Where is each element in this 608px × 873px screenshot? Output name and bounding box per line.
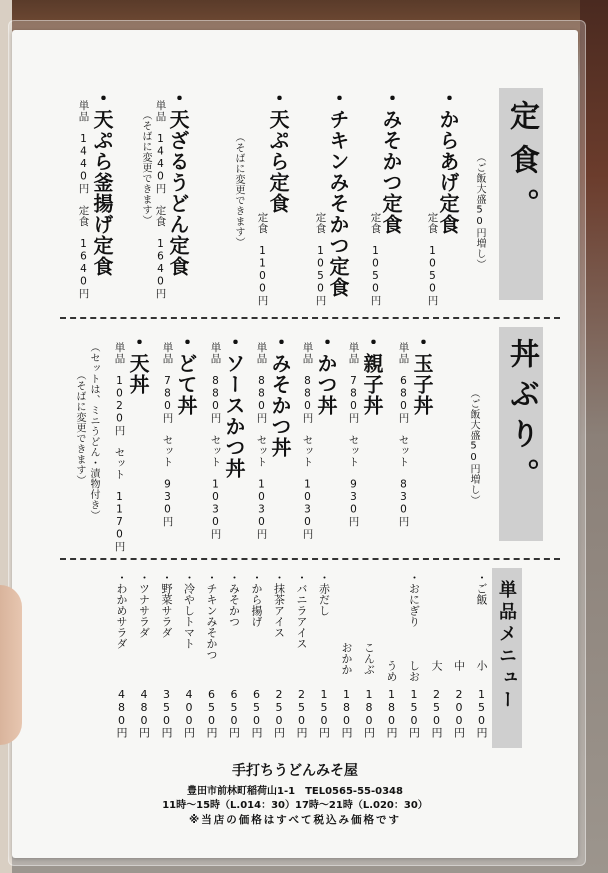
donburi-rice-note: （ご飯大盛50円増し） (468, 388, 479, 506)
shop-name: 手打ちうどんみそ屋 (232, 763, 358, 779)
tanpin-item-name: ・わかめサラダ (115, 572, 128, 649)
donburi-item-tamago: ・玉子丼 (410, 332, 434, 416)
tanpin-item-name: ・バニラアイス (295, 572, 308, 649)
donburi-price-katsu: 単品 880円 セット 1030円 (301, 342, 314, 540)
tanpin-heading: 単品メニュー (496, 580, 517, 712)
tax-note: ※当店の価格はすべて税込み価格です (189, 814, 401, 826)
tanpin-item-name: ・みそかつ (227, 572, 241, 627)
tanpin-item-variant: おかか (340, 642, 353, 675)
tanpin-item-price: 400円 (182, 688, 196, 738)
teishoku-price-misokatsu: 定食 1050円 (369, 212, 382, 306)
teishoku-heading: 定食。 (504, 100, 539, 232)
tanpin-item-name: ・チキンみそかつ (205, 572, 218, 660)
teishoku-item-chicken-misokatsu: ・チキンみそかつ定食 (326, 88, 350, 298)
tanpin-item-price: 480円 (115, 688, 128, 738)
tanpin-item-price: 480円 (137, 688, 151, 738)
tanpin-item-name: ・ご飯 (475, 572, 488, 605)
teishoku-rice-note: （ご飯大盛50円増し） (474, 152, 485, 270)
tanpin-item-price: 650円 (205, 688, 218, 738)
section-divider-1 (60, 317, 560, 319)
donburi-heading: 丼ぶり。 (504, 338, 539, 498)
tanpin-item-variant: うめ (385, 660, 398, 682)
tanpin-item-price: 180円 (385, 688, 398, 738)
donburi-set-note-soba: （そばに変更できます） (74, 370, 85, 486)
donburi-price-ten: 単品 1020円 セット 1170円 (113, 342, 126, 552)
tanpin-item-price: 180円 (362, 688, 376, 738)
teishoku-price-karaage: 定食 1050円 (426, 212, 439, 306)
donburi-price-oyako: 単品 780円 セット 930円 (347, 342, 360, 527)
donburi-item-katsu: ・かつ丼 (314, 332, 338, 416)
tanpin-item-price: 350円 (160, 688, 173, 738)
tanpin-item-price: 150円 (475, 688, 488, 738)
donburi-item-misokatsu: ・みそかつ丼 (268, 332, 292, 458)
tanpin-item-name: ・おにぎり (407, 572, 421, 627)
teishoku-note-tempura: （そばに変更できます） (233, 132, 244, 248)
tanpin-item-name: ・赤だし (317, 572, 331, 616)
tanpin-item-variant: しお (407, 660, 421, 682)
teishoku-item-karaage: ・からあげ定食 (436, 88, 460, 235)
teishoku-note-tenzaru-udon: （そばに変更できます） (140, 110, 151, 226)
teishoku-price-tempura: 定食 1100円 (256, 212, 269, 306)
tanpin-item-price: 650円 (227, 688, 241, 738)
tanpin-item-variant: こんぶ (362, 642, 376, 675)
tanpin-item-name: ・抹茶アイス (272, 572, 286, 638)
tanpin-item-price: 150円 (407, 688, 421, 738)
thumb (0, 585, 22, 745)
teishoku-item-misokatsu: ・みそかつ定食 (379, 88, 403, 235)
tanpin-item-price: 180円 (340, 688, 353, 738)
donburi-price-sauce-katsu: 単品 880円 セット 1030円 (209, 342, 222, 540)
donburi-item-sauce-katsu: ・ソースかつ丼 (222, 332, 246, 479)
donburi-price-misokatsu: 単品 880円 セット 1030円 (255, 342, 268, 540)
tanpin-item-name: ・から揚げ (250, 572, 263, 627)
menu-sheet (12, 30, 578, 858)
tanpin-item-price: 250円 (272, 688, 286, 738)
tanpin-item-variant: 小 (475, 660, 488, 671)
teishoku-price-chicken-misokatsu: 定食 1050円 (314, 212, 327, 306)
tanpin-item-name: ・野菜サラダ (160, 572, 173, 638)
tanpin-item-price: 650円 (250, 688, 263, 738)
donburi-item-dote: ・どて丼 (174, 332, 198, 416)
shop-address: 豊田市前林町稲荷山1-1 TEL0565-55-0348 (187, 786, 403, 797)
donburi-set-note: （セットは、ミニうどん・漬物付き） (88, 342, 99, 521)
donburi-item-ten: ・天丼 (126, 332, 150, 395)
tanpin-item-name: ・ツナサラダ (137, 572, 151, 638)
tanpin-item-variant: 中 (452, 660, 466, 671)
teishoku-item-tempura: ・天ぷら定食 (266, 88, 290, 214)
tanpin-item-variant: 大 (430, 660, 443, 671)
tanpin-item-price: 150円 (317, 688, 331, 738)
tanpin-item-price: 200円 (452, 688, 466, 738)
donburi-item-oyako: ・親子丼 (360, 332, 384, 416)
section-divider-2 (60, 558, 560, 560)
tanpin-item-price: 250円 (430, 688, 443, 738)
donburi-price-tamago: 単品 680円 セット 830円 (397, 342, 410, 527)
teishoku-item-tempura-kamaage: ・天ぷら釜揚げ定食 (90, 88, 114, 277)
teishoku-price-tenzaru-udon: 単品 1440円 定食 1640円 (154, 100, 167, 299)
shop-hours: 11時～15時（L.014：30）17時～21時（L.020：30） (162, 800, 428, 811)
teishoku-item-tenzaru-udon: ・天ざるうどん定食 (166, 88, 190, 277)
teishoku-price-tempura-kamaage: 単品 1440円 定食 1640円 (77, 100, 90, 299)
tanpin-item-price: 250円 (295, 688, 308, 738)
tanpin-item-name: ・冷やしトマト (182, 572, 196, 649)
donburi-price-dote: 単品 780円 セット 930円 (161, 342, 174, 527)
